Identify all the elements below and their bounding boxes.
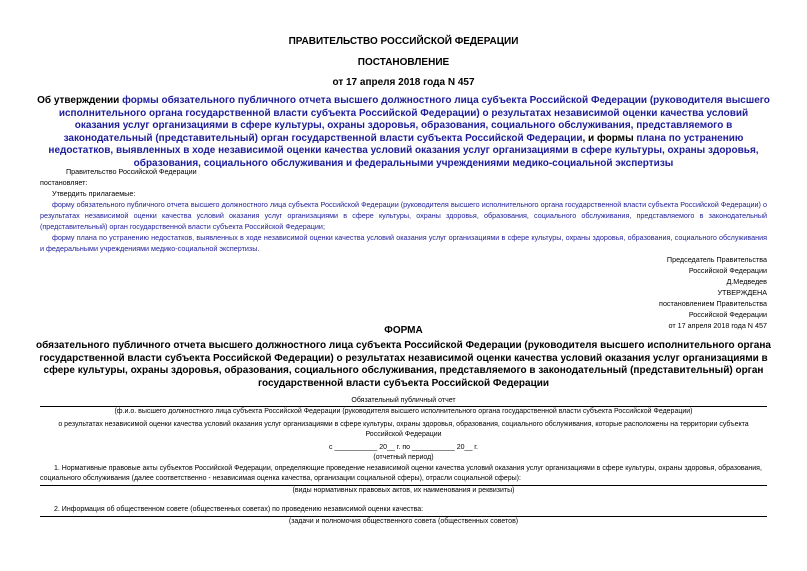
title-middle: , и формы	[582, 132, 637, 144]
signature-country: Российской Федерации	[688, 266, 767, 275]
signature-position: Председатель Правительства	[666, 255, 767, 264]
approve-line: Утвердить прилагаемые:	[52, 189, 136, 198]
approved-form-plan-link[interactable]: форму плана по устранению недостатков, выявленных в ходе независимой оценки качества условий оказания услуг организациями в сфере культуры, охраны здоровья, образования, социального обслуживания и федеральными учреждениями медико-социальной экспертизы.	[40, 233, 767, 253]
item-1-caption: (виды нормативных правовых актов, их наименования и реквизиты)	[292, 487, 515, 494]
signature-block	[507, 254, 767, 331]
period-line: с ___________ 20__ г. по ___________ 20__ г.	[329, 444, 478, 451]
item-2-caption: (задачи и полномочия общественного совета (общественных советов)	[288, 518, 519, 525]
title-prefix: Об утверждении	[37, 95, 123, 106]
fio-caption: (ф.и.о. высшего должностного лица субъекта Российской Федерации (руководителя высшего исполнительного органа государственной власти субъекта Российской Федерации)	[114, 408, 693, 415]
approved-stamp: УТВЕРЖДЕНА	[717, 288, 767, 297]
decree-line: постановляет:	[40, 178, 88, 187]
approved-date: от 17 апреля 2018 года N 457	[668, 321, 767, 330]
approved-by: постановлением Правительства	[659, 299, 767, 308]
results-line: о результатах независимой оценки качества условий оказания услуг организациями в сфере культуры, охраны здоровья, образования, социального обслуживания, которые расположены на территории субъекта Российской Федерации	[58, 421, 749, 438]
signature-name: Д.Медведев	[726, 277, 767, 286]
period-caption: (отчетный период)	[373, 454, 434, 461]
item-1-normative-acts: 1. Нормативные правовые акты субъектов Российской Федерации, определяющие проведение независимой оценки качества условий оказания услуг организациями в сфере культуры, охраны здоровья, образования, социального обслуживания (далее соответственно - независимая оценка качества, организации социальной сферы), отрасли социальной сферы):	[40, 465, 762, 482]
title-link-plan-form[interactable]: плана по устранению недостатков, выявленных в ходе независимой оценки качества условий оказания услуг организациями в сфере культуры, охраны здоровья, образования, социального обслуживания и федеральными учреждениями медико-социальной экспертизы	[48, 132, 759, 169]
government-line: Правительство Российской Федерации	[66, 167, 197, 176]
form-title: обязательного публичного отчета высшего должностного лица субъекта Российской Федерации (руководителя высшего исполнительного органа государственной власти субъекта Российской Федерации) о результатах независимой оценки качества условий оказания услуг организациями в сфере культуры, охраны здоровья, образования, социального обслуживания, представляемого в законодательный (представительный) орган государственной власти субъекта Российской Федерации	[36, 340, 771, 389]
title-link-report-form[interactable]: формы обязательного публичного отчета высшего должностного лица субъекта Российской Федерации (руководителя высшего исполнительного органа государственной власти субъекта Российской Федерации) о результатах независимой оценки качества условий оказания услуг организациями в сфере культуры, охраны здоровья, образования, социального обслуживания, представляемого в законодательный (представительный) орган государственной власти субъекта Российской Федерации	[58, 95, 770, 144]
government-heading: ПРАВИТЕЛЬСТВО РОССИЙСКОЙ ФЕДЕРАЦИИ	[288, 36, 519, 47]
item-2-public-council: 2. Информация об общественном совете (общественных советах) по проведению независимой оценки качества:	[54, 506, 424, 513]
doc-type-heading: ПОСТАНОВЛЕНИЕ	[357, 57, 450, 68]
document-title	[36, 95, 771, 171]
report-label: Обязательный публичный отчет	[351, 397, 456, 404]
approved-form-report-link[interactable]: форму обязательного публичного отчета высшего должностного лица субъекта Российской Федерации (руководителя высшего исполнительного органа государственной власти субъекта Российской Федерации) о результатах независимой оценки качества условий оказания услуг организациями в сфере культуры, охраны здоровья, образования, социального обслуживания, представляемого в законодательный (представительный) орган государственной власти субъекта Российской Федерации;	[40, 200, 767, 231]
approved-country: Российской Федерации	[688, 310, 767, 319]
doc-date-heading: от 17 апреля 2018 года N 457	[332, 77, 475, 88]
form-heading: ФОРМА	[384, 325, 423, 336]
